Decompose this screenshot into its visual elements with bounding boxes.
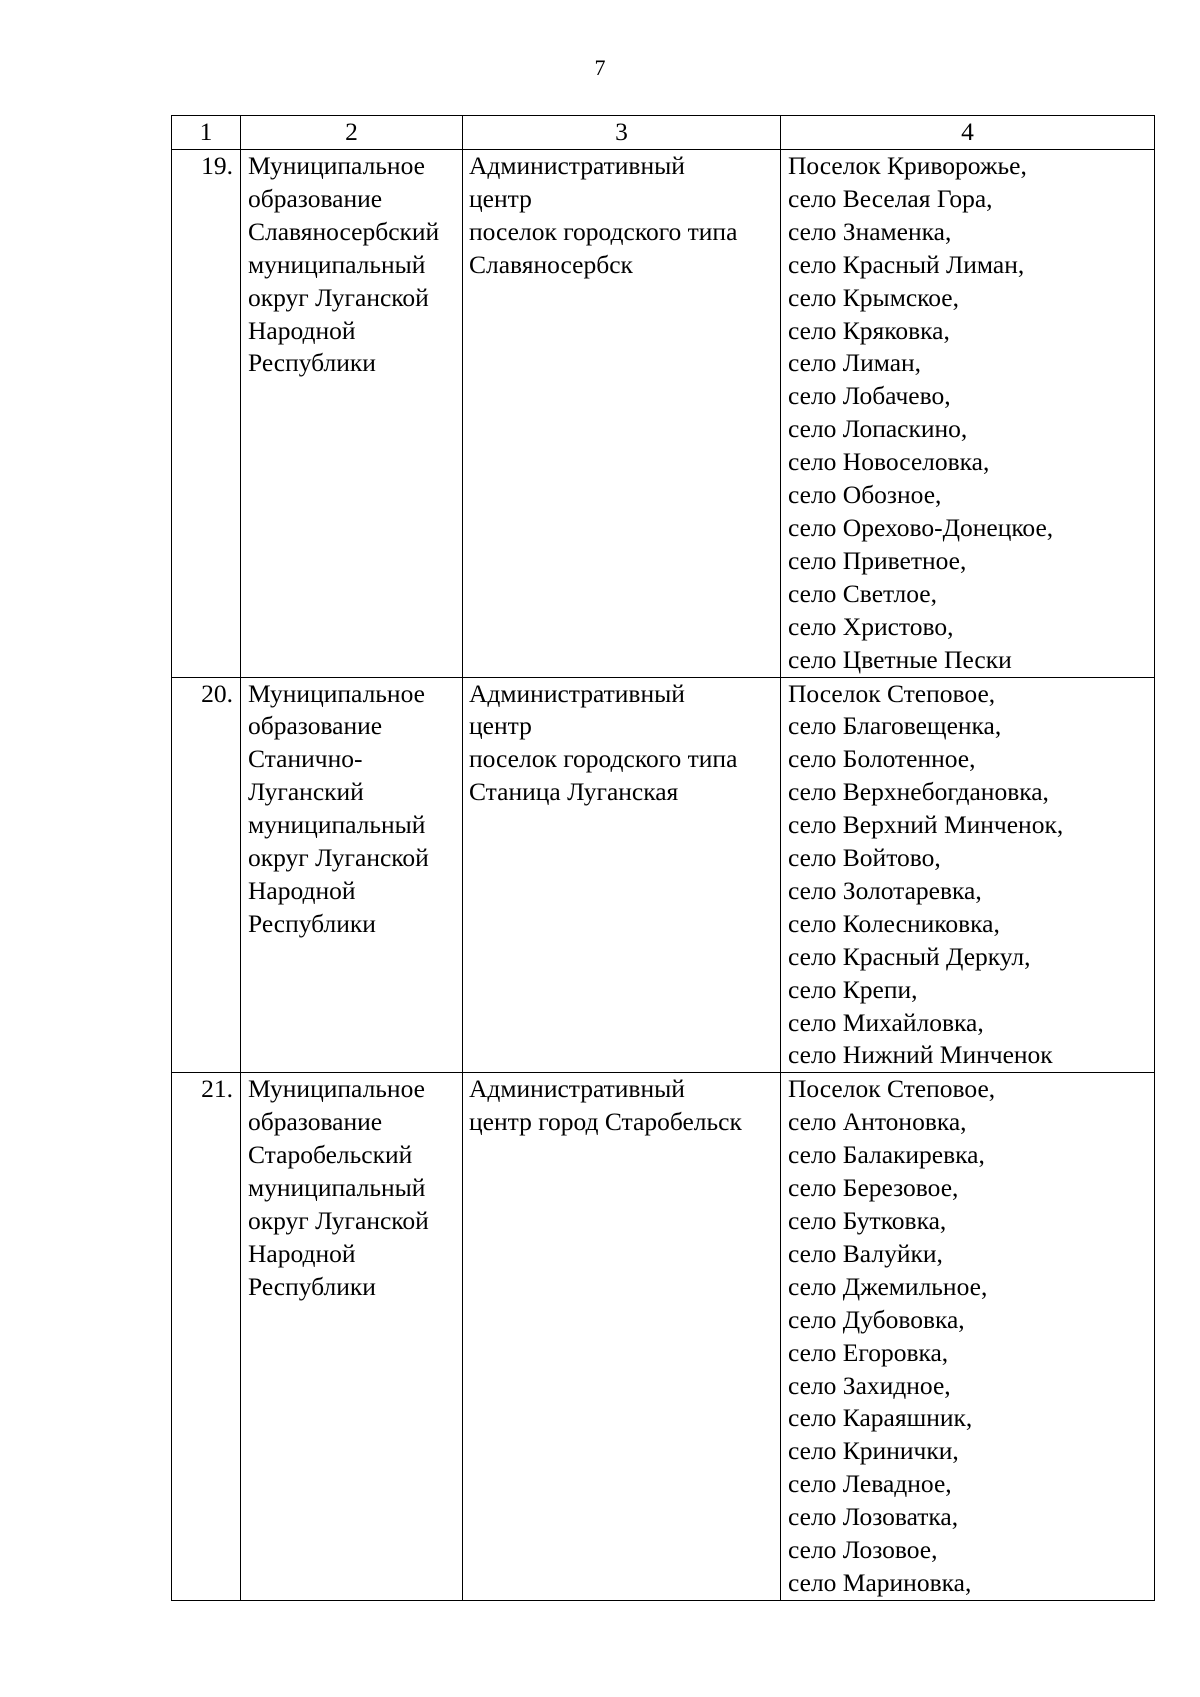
- municipality-line: образование: [248, 711, 383, 741]
- settlement-line: село Красный Деркул,: [788, 941, 1031, 971]
- settlement-line: село Светлое,: [788, 578, 938, 608]
- settlement-line: село Новоселовка,: [788, 447, 990, 477]
- municipality-line: Республики: [248, 348, 376, 378]
- municipality-line: Народной: [248, 315, 356, 345]
- settlement-line: село Антоновка,: [788, 1107, 967, 1137]
- municipality-line: округ Луганской: [248, 282, 429, 312]
- settlement-line: село Кринички,: [788, 1436, 959, 1466]
- admin-center-line: поселок городского типа: [469, 744, 738, 774]
- settlement-line: село Балакиревка,: [788, 1140, 985, 1170]
- row-number: 21.: [172, 1073, 241, 1601]
- admin-center-line: Станица Луганская: [469, 777, 679, 807]
- admin-center-line: Административный: [469, 678, 685, 708]
- table-row: [172, 150, 1155, 678]
- settlement-line: село Верхнебогдановка,: [788, 777, 1049, 807]
- admin-center-line: Административный: [469, 1074, 685, 1104]
- settlement-line: село Мариновка,: [788, 1567, 972, 1597]
- municipality-line: Муниципальное: [248, 678, 425, 708]
- column-header-2: 2: [241, 116, 463, 150]
- settlement-line: село Лозоватка,: [788, 1502, 959, 1532]
- admin-center-cell: [463, 150, 781, 678]
- settlement-line: село Лопаскино,: [788, 414, 968, 444]
- row-number: 19.: [172, 150, 241, 678]
- settlement-line: село Караяшник,: [788, 1403, 973, 1433]
- admin-center-cell: [463, 677, 781, 1073]
- column-header-4: 4: [781, 116, 1155, 150]
- settlement-line: село Лиман,: [788, 348, 922, 378]
- settlement-line: село Колесниковка,: [788, 908, 1000, 938]
- column-header-1: 1: [172, 116, 241, 150]
- settlement-line: село Дубововка,: [788, 1304, 965, 1334]
- settlement-line: село Валуйки,: [788, 1238, 943, 1268]
- settlements-cell: [781, 677, 1155, 1073]
- settlements-cell: [781, 1073, 1155, 1601]
- settlement-line: село Кряковка,: [788, 315, 950, 345]
- municipality-line: муниципальный: [248, 249, 426, 279]
- admin-center-line: Административный: [469, 151, 685, 180]
- admin-center-line: Славяносербск: [469, 249, 633, 279]
- table-row: [172, 1073, 1155, 1601]
- settlement-line: село Захидное,: [788, 1370, 951, 1400]
- municipality-line: Муниципальное: [248, 1074, 425, 1104]
- settlement-line: село Джемильное,: [788, 1271, 988, 1301]
- municipality-line: Республики: [248, 1271, 376, 1301]
- settlement-line: село Бутковка,: [788, 1206, 947, 1235]
- municipalities-table: [171, 115, 1155, 1601]
- column-header-3: 3: [463, 116, 781, 150]
- municipality-line: образование: [248, 1107, 383, 1137]
- municipality-line: муниципальный: [248, 1173, 426, 1203]
- municipality-cell: [241, 677, 463, 1073]
- settlements-cell: [781, 150, 1155, 678]
- settlement-line: село Орехово-Донецкое,: [788, 512, 1054, 542]
- admin-center-cell: [463, 1073, 781, 1601]
- settlement-line: село Нижний Минченок: [788, 1040, 1053, 1070]
- row-number: 20.: [172, 677, 241, 1073]
- admin-center-line: центр город Старобельск: [469, 1107, 742, 1137]
- settlement-line: село Крымское,: [788, 282, 959, 312]
- admin-center-line: поселок городского типа: [469, 216, 738, 246]
- municipality-line: округ Луганской: [248, 843, 429, 873]
- settlement-line: село Золотаревка,: [788, 875, 982, 905]
- municipality-line: Станично-: [248, 744, 363, 774]
- municipality-line: округ Луганской: [248, 1206, 429, 1235]
- settlement-line: село Верхний Минченок,: [788, 810, 1064, 840]
- municipality-line: образование: [248, 183, 383, 213]
- admin-center-line: центр: [469, 183, 532, 213]
- settlement-line: село Лозовое,: [788, 1535, 938, 1565]
- municipality-line: Старобельский: [248, 1140, 413, 1170]
- municipality-line: Народной: [248, 875, 356, 905]
- municipality-line: Луганский: [248, 777, 364, 807]
- table-row: [172, 677, 1155, 1073]
- page-number: 7: [594, 55, 606, 80]
- settlement-line: село Березовое,: [788, 1173, 959, 1203]
- municipality-cell: [241, 1073, 463, 1601]
- settlement-line: село Красный Лиман,: [788, 249, 1025, 279]
- settlement-line: село Михайловка,: [788, 1007, 984, 1037]
- settlement-line: село Егоровка,: [788, 1337, 949, 1367]
- table-header-row: [172, 116, 1155, 150]
- settlement-line: село Левадное,: [788, 1469, 952, 1499]
- settlement-line: Поселок Криворожье,: [788, 151, 1027, 180]
- settlement-line: село Обозное,: [788, 480, 942, 510]
- municipality-line: муниципальный: [248, 810, 426, 840]
- settlement-line: Поселок Степовое,: [788, 678, 996, 708]
- settlement-line: село Войтово,: [788, 843, 941, 873]
- settlement-line: село Лобачево,: [788, 381, 951, 411]
- settlement-line: село Веселая Гора,: [788, 183, 993, 213]
- settlement-line: село Благовещенка,: [788, 711, 1002, 741]
- settlement-line: Поселок Степовое,: [788, 1074, 996, 1104]
- admin-center-line: центр: [469, 711, 532, 741]
- settlement-line: село Христово,: [788, 611, 954, 641]
- settlement-line: село Болотенное,: [788, 744, 976, 774]
- municipality-line: Народной: [248, 1238, 356, 1268]
- municipality-line: Славяносербский: [248, 216, 440, 246]
- settlement-line: село Крепи,: [788, 974, 918, 1004]
- settlement-line: село Знаменка,: [788, 216, 952, 246]
- settlement-line: село Цветные Пески: [788, 644, 1012, 674]
- settlement-line: село Приветное,: [788, 545, 967, 575]
- municipality-line: Муниципальное: [248, 151, 425, 180]
- municipality-line: Республики: [248, 908, 376, 938]
- municipality-cell: [241, 150, 463, 678]
